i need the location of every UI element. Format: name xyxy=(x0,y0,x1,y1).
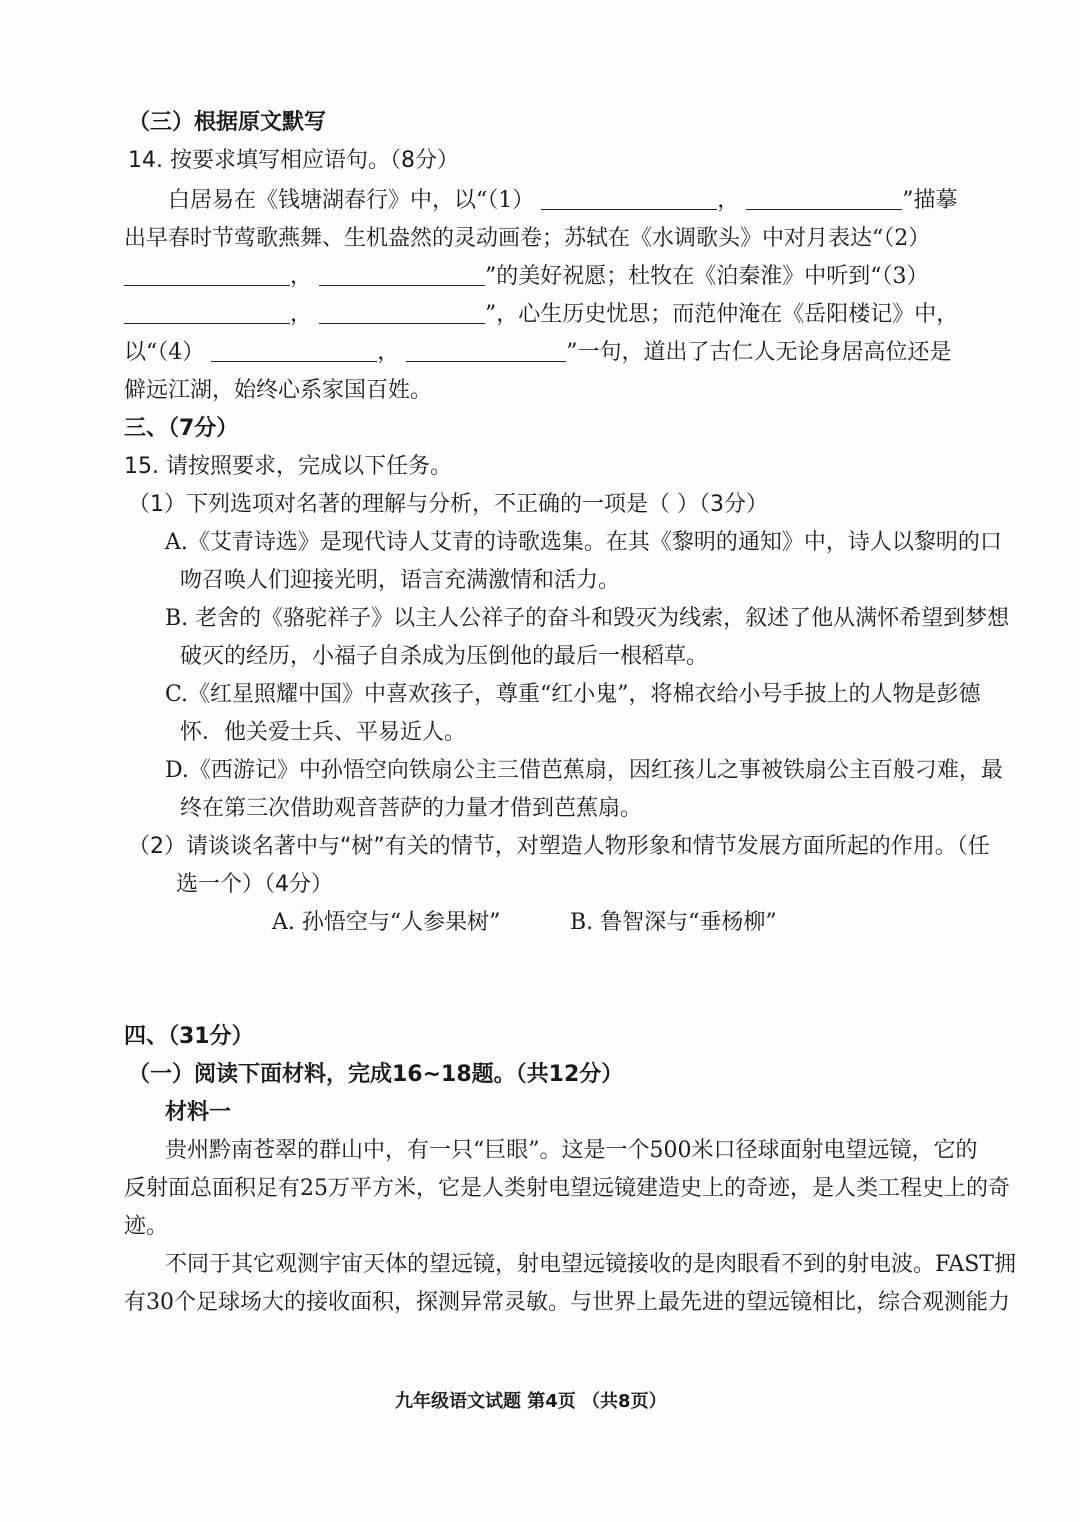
option-a-line1: A.《艾青诗选》是现代诗人艾青的诗歌选集。在其《黎明的通知》中，诗人以黎明的口 xyxy=(165,530,1002,555)
q14-line1-text-b: ， xyxy=(717,188,740,213)
choice-b: B. 鲁智深与“垂杨柳” xyxy=(570,910,777,935)
material-line-1: 贵州黔南苍翠的群山中，有一只“巨眼”。这是一个500米口径球面射电望远镜，它的 xyxy=(165,1138,978,1163)
section-three-heading: 三、（7分） xyxy=(124,416,239,441)
q14-title: 14. 按要求填写相应语句。（8分） xyxy=(128,148,459,173)
section-four-heading: 四、（31分） xyxy=(124,1024,254,1049)
q15-part2-line1: （2）请谈谈名著中与“树”有关的情节，对塑造人物形象和情节发展方面所起的作用。（任 xyxy=(128,834,990,859)
material-label: 材料一 xyxy=(165,1100,232,1125)
option-d-line1: D.《西游记》中孙悟空向铁扇公主三借芭蕉扇，因红孩儿之事被铁扇公主百般刁难，最 xyxy=(165,758,1003,783)
answer-blank-1a[interactable] xyxy=(541,189,717,210)
q14-line1-text-c: ”描摹 xyxy=(902,188,958,213)
option-b-line1: B. 老舍的《骆驼祥子》以主人公祥子的奋斗和毁灭为线索，叙述了他从满怀希望到梦想 xyxy=(165,606,1010,631)
option-a-line2: 吻召唤人们迎接光明，语言充满激情和活力。 xyxy=(180,568,621,593)
option-b-line2: 破灭的经历，小福子自杀成为压倒他的最后一根稻草。 xyxy=(180,644,709,669)
reading-heading: （一）阅读下面材料，完成16~18题。（共12分） xyxy=(128,1062,624,1087)
q14-line-1 xyxy=(168,186,958,216)
q14-line3-text-b: ”的美好祝愿；杜牧在《泊秦淮》中听到“（3） xyxy=(485,264,929,289)
material-line-2: 反射面总面积足有25万平方米，它是人类射电望远镜建造史上的奇迹，是人类工程史上的奇 xyxy=(124,1176,1010,1201)
page-footer: 九年级语文试题 第4页 （共8页） xyxy=(395,1391,667,1412)
q14-line-6: 僻远江湖，始终心系家国百姓。 xyxy=(124,378,433,403)
q14-line-4 xyxy=(124,300,958,330)
q14-line-5 xyxy=(124,338,952,368)
q14-line5-text-c: ”一句，道出了古仁人无论身居高位还是 xyxy=(566,340,952,365)
q14-line4-text-b: ”，心生历史忧思；而范仲淹在《岳阳楼记》中， xyxy=(485,302,959,327)
q14-line-3 xyxy=(124,262,929,292)
answer-blank-3a[interactable] xyxy=(124,303,290,324)
q14-line5-text-b: ， xyxy=(377,340,400,365)
q14-line-2: 出早春时节莺歌燕舞、生机盎然的灵动画卷；苏轼在《水调歌头》中对月表达“（2） xyxy=(124,226,931,251)
choice-a: A. 孙悟空与“人参果树” xyxy=(272,910,501,935)
material-line-5: 有30个足球场大的接收面积，探测异常灵敏。与世界上最先进的望远镜相比，综合观测能力 xyxy=(124,1290,1010,1315)
q15-part2-line2: 选一个）（4分） xyxy=(176,872,333,897)
q14-line1-text-a: 白居易在《钱塘湖春行》中，以“（1） xyxy=(168,188,535,213)
answer-blank-2b[interactable] xyxy=(319,265,485,286)
q15-part1: （1）下列选项对名著的理解与分析，不正确的一项是（ ）（3分） xyxy=(128,492,768,517)
section3-heading: （三）根据原文默写 xyxy=(128,110,327,135)
q14-line3-text-a: ， xyxy=(290,264,313,289)
material-line-4: 不同于其它观测宇宙天体的望远镜，射电望远镜接收的是肉眼看不到的射电波。FAST拥 xyxy=(165,1252,1016,1277)
option-c-line2: 怀．他关爱士兵、平易近人。 xyxy=(180,720,467,745)
option-c-line1: C.《红星照耀中国》中喜欢孩子，尊重“红小鬼”，将棉衣给小号手披上的人物是彭德 xyxy=(165,682,981,707)
answer-blank-3b[interactable] xyxy=(319,303,485,324)
q14-line5-text-a: 以“（4） xyxy=(124,340,205,365)
answer-blank-1b[interactable] xyxy=(746,189,902,210)
answer-blank-4b[interactable] xyxy=(406,341,566,362)
answer-blank-2a[interactable] xyxy=(124,265,290,286)
q15-title: 15. 请按照要求，完成以下任务。 xyxy=(124,454,452,479)
q14-line4-text-a: ， xyxy=(290,302,313,327)
material-line-3: 迹。 xyxy=(124,1214,169,1239)
option-d-line2: 终在第三次借助观音菩萨的力量才借到芭蕉扇。 xyxy=(180,796,643,821)
answer-blank-4a[interactable] xyxy=(211,341,377,362)
